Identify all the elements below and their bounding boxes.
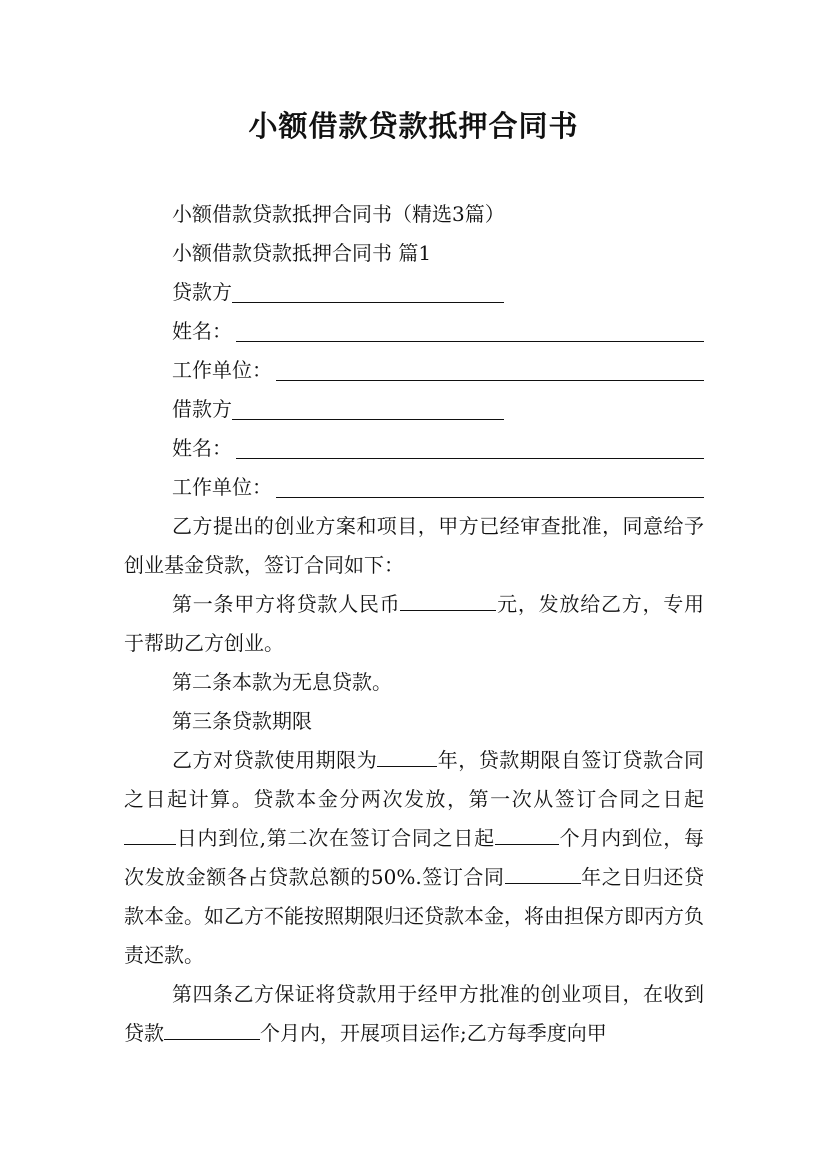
section-heading: 小额借款贷款抵押合同书 篇1: [172, 241, 432, 265]
blank-line: [505, 882, 581, 884]
text-span: 年之日归还贷款本金。如乙方不能按照期限归还贷款本金，将由担保方即丙方负责还款。: [124, 865, 705, 967]
fill-line: [236, 341, 704, 342]
borrower-field: [124, 390, 704, 429]
paragraph-article-3-body: [124, 741, 704, 975]
paragraph-article-1: [124, 585, 704, 663]
text-span: 个月内到位，每次发放金额各占贷款总额的50%.签订合同: [124, 826, 705, 889]
field-label: 姓名：: [172, 436, 232, 460]
lender-field: [124, 273, 704, 312]
text-span: 乙方对贷款使用期限为: [172, 748, 378, 772]
blank-line: [377, 765, 437, 767]
blank-line: [124, 843, 176, 845]
borrower-employer-field: [124, 468, 704, 507]
field-label: 工作单位：: [172, 475, 272, 499]
paragraph-article-3-heading: 第三条贷款期限: [172, 709, 312, 733]
lender-name-field: [124, 312, 704, 351]
field-label: 贷款方: [172, 280, 232, 304]
paragraph-intro: 乙方提出的创业方案和项目，甲方已经审查批准，同意给予创业基金贷款，签订合同如下：: [124, 514, 704, 577]
blank-line: [164, 1038, 260, 1040]
fill-line: [276, 380, 704, 381]
paragraph-article-2: 第二条本款为无息贷款。: [172, 670, 392, 694]
text-span: 第四条乙方保证将贷款用于经甲方批准的创业项目，在收到贷款: [124, 982, 704, 1045]
fill-line: [232, 302, 504, 303]
text-span: 日内到位,第二次在签订合同之日起: [176, 826, 495, 850]
blank-line: [495, 843, 559, 845]
document-subtitle: 小额借款贷款抵押合同书（精选3篇）: [172, 202, 505, 226]
field-label: 姓名：: [172, 319, 232, 343]
text-span: 个月内，开展项目运作;乙方每季度向甲: [260, 1021, 607, 1045]
lender-employer-field: [124, 351, 704, 390]
blank-line: [400, 609, 496, 611]
text-span: 第一条甲方将贷款人民币: [172, 592, 401, 616]
text-span: 元，发放给乙方，专用于帮助乙方创业。: [124, 592, 705, 655]
document-title: 小额借款贷款抵押合同书: [248, 109, 579, 143]
paragraph-article-4: [124, 975, 704, 1053]
field-label: 借款方: [172, 397, 232, 421]
fill-line: [236, 458, 704, 459]
field-label: 工作单位：: [172, 358, 272, 382]
fill-line: [276, 497, 704, 498]
borrower-name-field: [124, 429, 704, 468]
text-span: 年，贷款期限自签订贷款合同之日起计算。贷款本金分两次发放，第一次从签订合同之日起: [124, 748, 705, 811]
document-body: [124, 195, 704, 1053]
fill-line: [232, 419, 504, 420]
